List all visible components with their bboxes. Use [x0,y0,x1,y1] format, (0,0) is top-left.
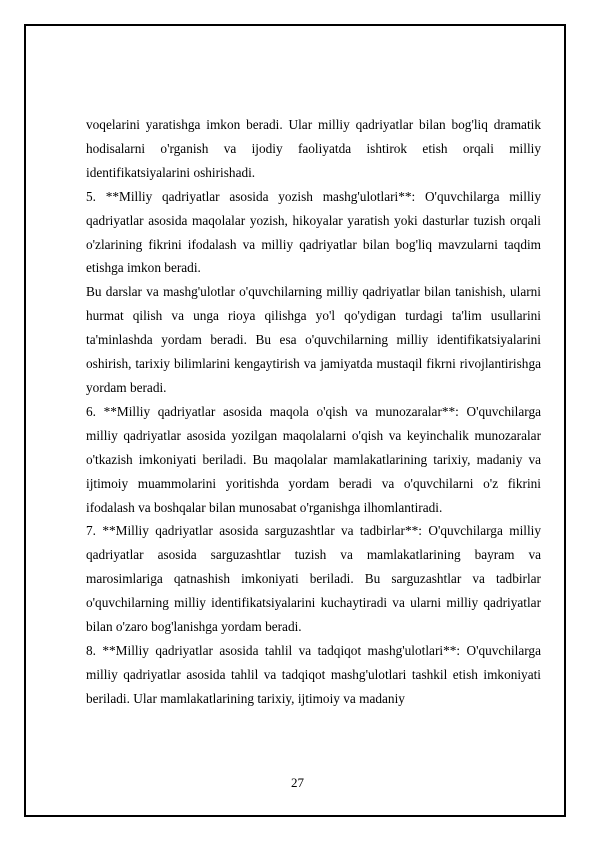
paragraph: 8. **Milliy qadriyatlar asosida tahlil va tadqiqot mashg'ulotlari**: O'quvchilarga milliy qadriyatlar asosida tahlil va tadqiqot mashg'ulotlari tashkil etish imkoniyati beriladi. Ular mamlakatlarining tarixiy, ijtimoiy va madaniy [86,642,541,706]
page-number: 27 [291,775,304,790]
paragraph: 6. **Milliy qadriyatlar asosida maqola o'qish va munozaralar**: O'quvchilarga milliy qadriyatlar asosida yozilgan maqolalarni o'qish va keyinchalik munozaralar o'tkazish imkoniyati beriladi. Bu maqolalar mamlakatlarining tarixiy, madaniy va ijtimoiy muammolarini yoritishda yordam beradi va o'quvchilarni o'z fikrini ifodalash va boshqalar bilan munosabat o'rganishga ilhomlantiradi. [86,403,541,515]
paragraph: 7. **Milliy qadriyatlar asosida sarguzashtlar va tadbirlar**: O'quvchilarga milliy qadriyatlar asosida sarguzashtlar tuzish va mamlakatlarining bayram va marosimlariga qatnashish imkoniyati beriladi. Bu sarguzashtlar va tadbirlar o'quvchilarning milliy identifikatsiyalarini kuchaytiradi va ularni milliy qadriyatlar bilan o'zaro bog'lanishga yordam beradi. [86,523,541,635]
paragraph: voqelarini yaratishga imkon beradi. Ular milliy qadriyatlar bilan bog'liq dramatik hodisalarni o'rganish va ijodiy faoliyatda ishtirok etish orqali milliy identifikatsiyalarini oshirishadi. [86,117,541,180]
paragraph: 5. **Milliy qadriyatlar asosida yozish mashg'ulotlari**: O'quvchilarga milliy qadriyatlar asosida maqolalar yozish, hikoyalar yaratish yoki dasturlar tuzish orqali o'zlarining fikrini ifodalash va milliy qadriyatlar bilan bog'liq mavzularni taqdim etishga imkon beradi. [86,188,541,276]
paragraph: Bu darslar va mashg'ulotlar o'quvchilarning milliy qadriyatlar bilan tanishish, ularni hurmat qilish va unga rioya qilishga yo'l qo'ydigan turdagi ta'lim usullarini ta'minlashda yordam beradi. Bu esa o'quvchilarning milliy identifikatsiyalarini oshirish, tarixiy bilimlarini kengaytirish va jamiyatda mustaqil fikrni rivojlantirishga yordam beradi. [86,284,541,395]
document-body [86,113,541,711]
